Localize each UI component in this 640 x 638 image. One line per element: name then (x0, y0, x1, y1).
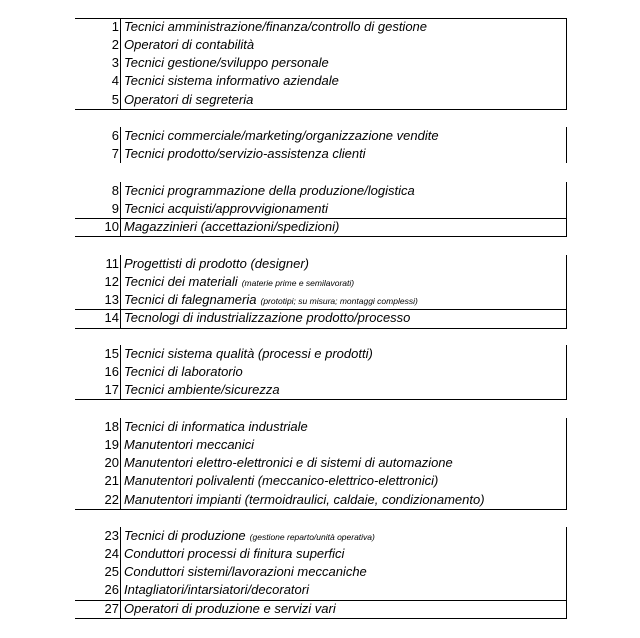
list-row (75, 291, 567, 309)
list-row (75, 309, 567, 327)
row-number: 15 (104, 346, 119, 361)
row-number: 27 (104, 600, 119, 616)
row-title: Tecnici sistema qualità (processi e prodotti) (124, 346, 373, 361)
row-number: 19 (104, 437, 119, 453)
list-row (75, 345, 567, 363)
row-title: Tecnici di laboratorio (124, 364, 243, 380)
row-label (124, 381, 280, 399)
row-number: 16 (104, 364, 119, 380)
row-number: 2 (111, 37, 119, 53)
row-label (124, 54, 329, 72)
row-title: Tecnici sistema informativo aziendale (124, 73, 339, 89)
row-number: 11 (105, 256, 119, 271)
list-row (75, 363, 567, 381)
row-label (124, 491, 485, 509)
row-label (124, 454, 453, 472)
row-label (124, 581, 309, 599)
row-title: Tecnici acquisti/approvvigionamenti (124, 201, 329, 217)
row-number: 8 (111, 183, 119, 198)
list-row (75, 418, 567, 436)
row-title: Conduttori sistemi/lavorazioni meccaniche (124, 564, 367, 580)
list-row (75, 381, 567, 399)
row-number: 14 (104, 310, 119, 326)
row-number: 20 (104, 455, 119, 471)
row-label (124, 127, 439, 145)
row-label (124, 255, 309, 273)
row-title: Tecnici amministrazione/finanza/controllo di gestione (124, 19, 428, 34)
list-row (75, 182, 567, 200)
row-label (124, 182, 415, 200)
row-number: 1 (111, 19, 119, 34)
list-row (75, 18, 567, 36)
row-number: 4 (111, 73, 119, 89)
row-label (124, 436, 254, 454)
row-number: 17 (104, 382, 119, 398)
row-number: 25 (104, 564, 119, 580)
row-title: Tecnici di informatica industriale (124, 419, 308, 434)
row-number: 13 (104, 292, 119, 308)
list-row (75, 527, 567, 545)
row-title: Tecnici di falegnameria (124, 292, 257, 308)
list-row (75, 72, 567, 90)
row-note: (prototipi; su misura; montaggi complessi) (260, 296, 418, 307)
row-title: Tecnici commerciale/marketing/organizzazione vendite (124, 128, 439, 143)
row-label (124, 472, 438, 490)
row-label (124, 545, 344, 563)
row-label (124, 36, 254, 54)
row-number: 5 (111, 91, 119, 107)
row-number: 22 (104, 491, 119, 507)
row-label (124, 563, 367, 581)
list-row (75, 545, 567, 563)
list-row (75, 54, 567, 72)
row-label (124, 527, 375, 545)
list-row (75, 145, 567, 163)
row-number: 9 (111, 201, 119, 217)
row-number: 3 (111, 55, 119, 71)
list-row (75, 472, 567, 490)
list-row (75, 581, 567, 599)
row-title: Operatori di produzione e servizi vari (124, 600, 336, 616)
row-label (124, 273, 354, 291)
row-number: 12 (104, 274, 119, 290)
row-number: 21 (104, 473, 119, 489)
list-row (75, 273, 567, 291)
row-label (124, 345, 373, 363)
list-row (75, 454, 567, 472)
row-title: Operatori di segreteria (124, 91, 254, 107)
list-row (75, 600, 567, 618)
row-underline (75, 109, 567, 110)
row-title: Tecnici programmazione della produzione/logistica (124, 183, 415, 198)
row-title: Progettisti di prodotto (designer) (124, 256, 309, 271)
row-number: 24 (104, 546, 119, 562)
row-title: Magazzinieri (accettazioni/spedizioni) (124, 219, 340, 235)
row-title: Intagliatori/intarsiatori/decoratori (124, 582, 309, 598)
row-title: Operatori di contabilità (124, 37, 255, 53)
row-underline (75, 509, 567, 510)
row-number: 6 (111, 128, 119, 143)
row-label (124, 291, 418, 309)
row-label (124, 200, 328, 218)
row-title: Tecnologi di industrializzazione prodotto/processo (124, 310, 411, 326)
row-title: Tecnici dei materiali (124, 274, 238, 290)
row-label (124, 91, 253, 109)
row-number: 18 (104, 419, 119, 434)
list-row (75, 563, 567, 581)
row-title: Tecnici ambiente/sicurezza (124, 382, 280, 398)
list-row (75, 436, 567, 454)
row-label (124, 18, 427, 36)
list-row (75, 91, 567, 109)
row-underline (75, 618, 567, 619)
row-label (124, 72, 339, 90)
list-row (75, 218, 567, 236)
row-title: Manutentori polivalenti (meccanico-elettrico-elettronici) (124, 473, 439, 489)
list-row (75, 127, 567, 145)
row-note: (materie prime e semilavorati) (241, 278, 355, 289)
row-title: Tecnici gestione/sviluppo personale (124, 55, 329, 71)
row-number: 10 (104, 219, 119, 235)
row-label (124, 218, 339, 236)
list-row (75, 36, 567, 54)
list-row (75, 255, 567, 273)
list-row (75, 491, 567, 509)
row-label (124, 363, 243, 381)
row-number: 26 (104, 582, 119, 598)
list-row (75, 200, 567, 218)
row-number: 23 (104, 528, 119, 543)
row-title: Manutentori meccanici (124, 437, 255, 453)
row-underline (75, 236, 567, 237)
row-underline (75, 328, 567, 329)
row-note: (gestione reparto/unità operativa) (249, 532, 375, 542)
row-title: Tecnici prodotto/servizio-assistenza clienti (124, 146, 366, 162)
row-title: Manutentori elettro-elettronici e di sistemi di automazione (124, 455, 453, 471)
row-title: Manutentori impianti (termoidraulici, caldaie, condizionamento) (124, 491, 485, 507)
row-label (124, 418, 308, 436)
row-title: Conduttori processi di finitura superfici (124, 546, 345, 562)
row-label (124, 145, 366, 163)
row-number: 7 (111, 146, 119, 162)
row-underline (75, 399, 567, 400)
row-label (124, 309, 410, 327)
row-title: Tecnici di produzione (124, 528, 246, 543)
row-label (124, 600, 336, 618)
